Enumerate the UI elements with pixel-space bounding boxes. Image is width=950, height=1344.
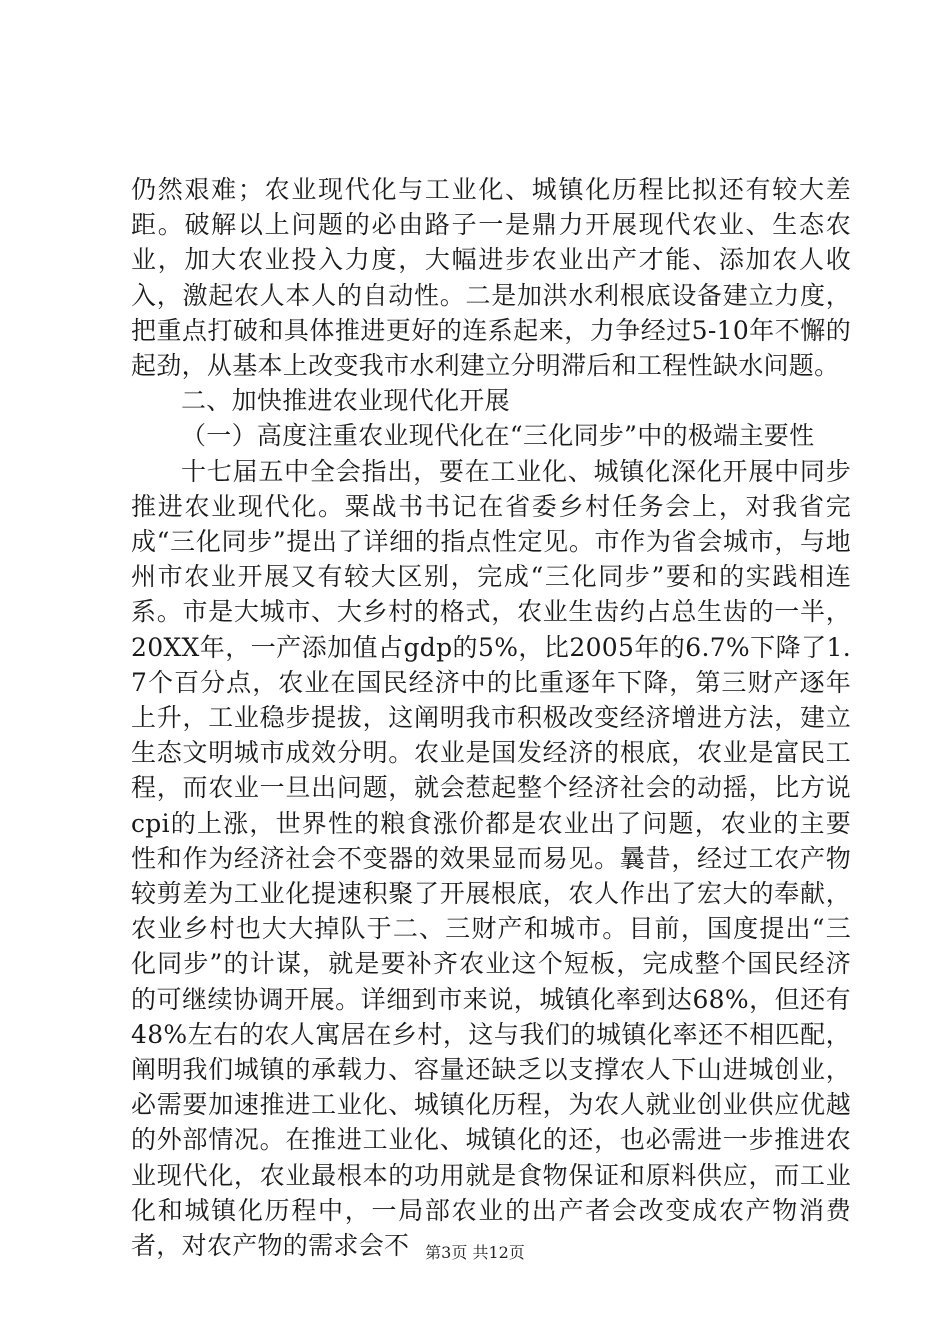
paragraph-continued: 仍然艰难；农业现代化与工业化、城镇化历程比拟还有较大差距。破解以上问题的必由路子一是鼎力开展现代农业、生态农业，加大农业投入力度，大幅进步农业出产才能、添加农人收入，激起农人本人的自动性。二是加洪水利根底设备建立力度，把重点打破和具体推进更好的连系起来，力争经过5-10年不懈的起劲，从基本上改变我市水利建立分明滞后和工程性缺水问题。	[131, 175, 851, 381]
paragraph-main: 十七届五中全会指出，要在工业化、城镇化深化开展中同步推进农业现代化。粟战书书记在省委乡村任务会上，对我省完成“三化同步”提出了详细的指点性定见。市作为省会城市，与地州市农业开展又有较大区别，完成“三化同步”要和的实践相连系。市是大城市、大乡村的格式，农业生齿约占总生齿的一半，20XX年，一产添加值占gdp的5%，比2005年的6.7%下降了1.7个百分点，农业在国民经济中的比重逐年下降，第三财产逐年上升，工业稳步提拔，这阐明我市积极改变经济增进方法，建立生态文明城市成效分明。农业是国发经济的根底，农业是富民工程，而农业一旦出问题，就会惹起整个经济社会的动摇，比方说cpi的上涨，世界性的粮食涨价都是农业出了问题，农业的主要性和作为经济社会不变器的效果显而易见。曩昔，经过工农产物较剪差为工业化提速积聚了开展根底，农人作出了宏大的奉献，农业乡村也大大掉队于二、三财产和城市。目前，国度提出“三化同步”的计谋，就是要补齐农业这个短板，完成整个国民经济的可继续协调开展。详细到市来说，城镇化率到达68%，但还有48%左右的农人寓居在乡村，这与我们的城镇化率还不相匹配，阐明我们城镇的承载力、容量还缺乏以支撑农人下山进城创业，必需要加速推进工业化、城镇化历程，为农人就业创业供应优越的外部情况。在推进工业化、城镇化的还，也必需进一步推进农业现代化，农业最根本的功用就是食物保证和原料供应，而工业化和城镇化历程中，一局部农业的出产者会改变成农产物消费者，对农产物的需求会不	[131, 456, 851, 1261]
section-heading: 二、加快推进农业现代化开展	[181, 386, 510, 416]
subsection-heading: （一）高度注重农业现代化在“三化同步”中的极端主要性	[181, 421, 815, 451]
page-number-footer: 第3页 共12页	[425, 1243, 525, 1262]
document-body	[131, 172, 851, 1263]
